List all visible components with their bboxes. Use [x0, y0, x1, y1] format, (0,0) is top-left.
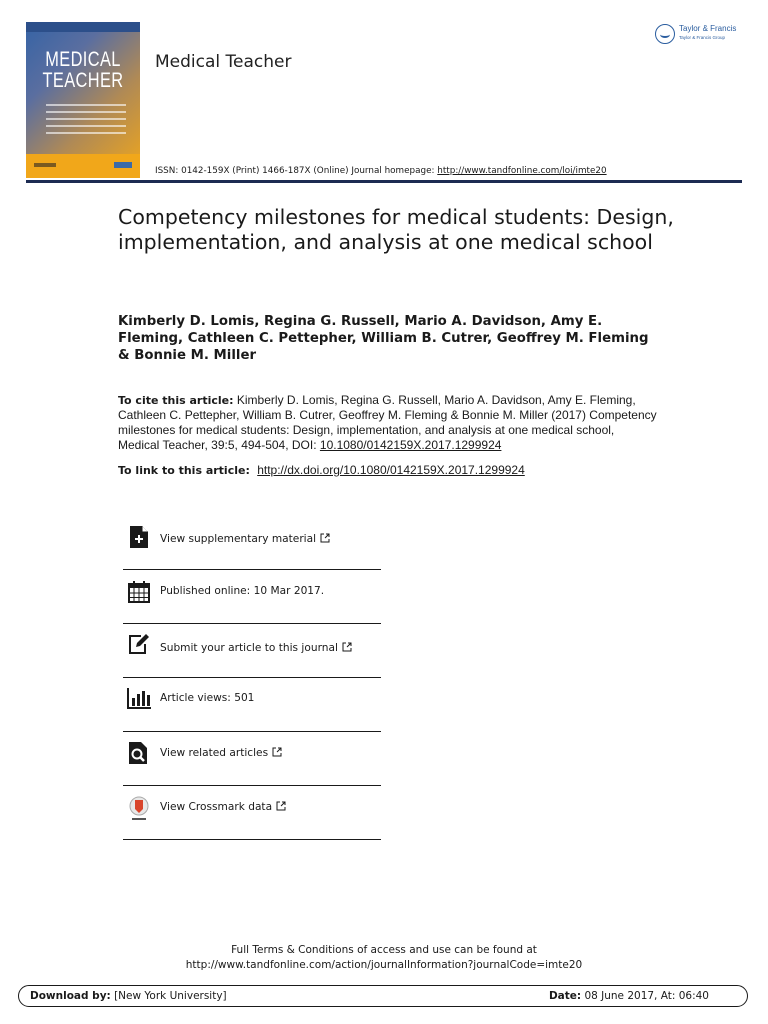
edit-icon [127, 632, 151, 656]
article-actions-list [123, 516, 381, 840]
bar-chart-icon [127, 686, 151, 710]
external-link-icon [276, 801, 286, 811]
terms-notice [0, 943, 768, 973]
cover-title-line1: MEDICAL [45, 48, 121, 71]
article-title: Competency milestones for medical students: Design, implementation, and analysis at one medical school [118, 205, 674, 254]
download-date [549, 990, 709, 1002]
external-link-icon [272, 747, 282, 757]
article-authors: Kimberly D. Lomis, Regina G. Russell, Mario A. Davidson, Amy E. Fleming, Cathleen C. Pettepher, William B. Cutrer, Geoffrey M. Fleming & Bonnie M. Miller [118, 314, 649, 363]
terms-line-1: Full Terms & Conditions of access and use can be found at [231, 944, 537, 956]
download-by-value: [New York University] [114, 990, 227, 1002]
action-submit-article[interactable] [123, 624, 381, 678]
download-date-label: Date: [548, 990, 582, 1002]
article-doi-link[interactable]: http://dx.doi.org/10.1080/0142159X.2017.1299924 [257, 463, 525, 477]
cite-text: Kimberly D. Lomis, Regina G. Russell, Mario A. Davidson, Amy E. Fleming, Cathleen C. Pettepher, William B. Cutrer, Geoffrey M. Fleming & Bonnie M. Miller (2017) Competency milestones for medical students: Design, implementation, and analysis at one medical school, Medical Teacher, 39:5, 494-504, DOI: [118, 393, 657, 452]
download-info-bar [18, 985, 748, 1007]
journal-homepage-link[interactable]: http://www.tandfonline.com/loi/imte20 [437, 166, 607, 176]
link-label: To link to this article: [118, 464, 250, 477]
article-views-count: Article views: 501 [160, 692, 255, 704]
journal-cover-image [26, 22, 140, 178]
publisher-subname: Taylor & Francis Group [679, 35, 726, 40]
external-link-icon [320, 533, 330, 543]
download-by-label: Download by: [30, 990, 111, 1002]
article-link-line [118, 463, 525, 477]
action-article-views [123, 678, 381, 732]
supplementary-file-icon [127, 525, 151, 549]
external-link-icon [342, 642, 352, 652]
crossmark-icon [127, 796, 151, 824]
publisher-name: Taylor & Francis [679, 24, 737, 33]
journal-name: Medical Teacher [155, 52, 292, 72]
cite-doi-link[interactable]: 10.1080/0142159X.2017.1299924 [319, 438, 502, 452]
related-articles-icon [127, 741, 151, 765]
action-label: View related articles [160, 747, 282, 759]
citation-block [118, 393, 658, 453]
issn-line [155, 166, 607, 176]
action-crossmark[interactable] [123, 786, 381, 840]
action-published-online [123, 570, 381, 624]
action-label: View Crossmark data [160, 801, 286, 813]
action-label: Submit your article to this journal [160, 642, 352, 654]
cover-title-line2: TEACHER [42, 69, 124, 92]
cite-label: To cite this article: [118, 394, 234, 407]
action-view-supplementary[interactable] [123, 516, 381, 570]
action-related-articles[interactable] [123, 732, 381, 786]
issn-text: ISSN: 0142-159X (Print) 1466-187X (Online) Journal homepage: [155, 166, 435, 176]
download-date-value: 08 June 2017, At: 06:40 [584, 990, 709, 1002]
publisher-logo-icon [655, 24, 675, 44]
terms-url[interactable]: http://www.tandfonline.com/action/journalInformation?journalCode=imte20 [185, 959, 583, 971]
published-date: Published online: 10 Mar 2017. [160, 585, 325, 597]
header-divider [26, 180, 742, 183]
action-label: View supplementary material [160, 533, 330, 545]
download-by [30, 990, 227, 1002]
calendar-icon [127, 580, 151, 604]
